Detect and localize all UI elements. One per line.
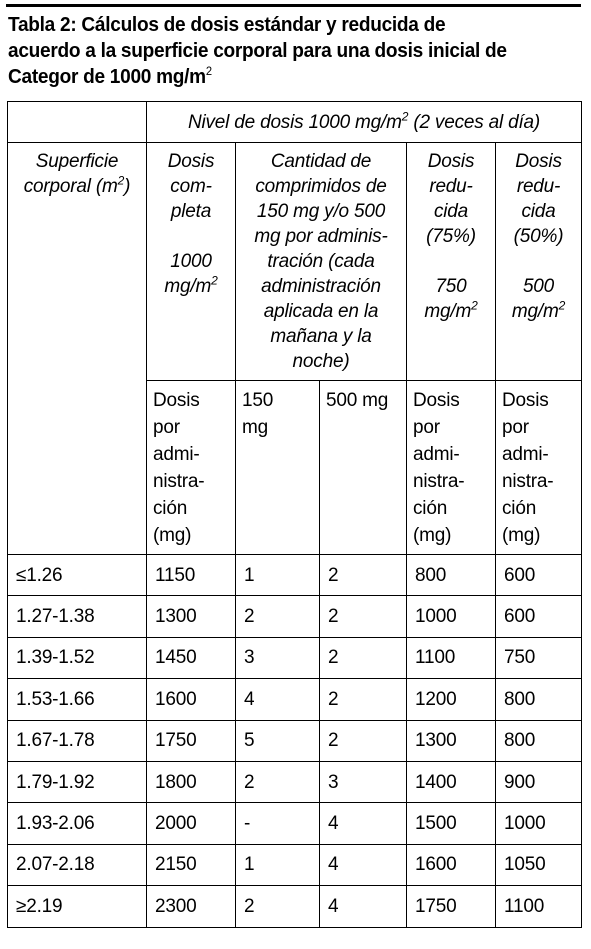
title-line-3: Categor de 1000 $mg/m^2$ — [8, 64, 212, 88]
bsa-cell: 1.39-1.52 — [8, 637, 147, 678]
bsa-cell: 1.53-1.66 — [8, 679, 147, 720]
bsa-header: Superficie corporal $(m^2)$ — [8, 143, 147, 555]
reduced-50-cell: 900 — [496, 761, 582, 802]
bsa-cell: ≤1.26 — [8, 555, 147, 596]
tab-150-cell: 1 — [236, 555, 320, 596]
reduced-75-subheader: Dosis por admi- nistra- ción (mg) — [407, 381, 496, 555]
tab-150-cell: 3 — [236, 637, 320, 678]
table-row — [8, 803, 582, 844]
reduced-75-cell: 1000 — [407, 596, 496, 637]
reduced-75-cell: 1500 — [407, 803, 496, 844]
tablets-header: Cantidad de comprimidos de 150 mg y/o 500 mg por adminis-tración (cada administración aplicada en la mañana y la noche) — [236, 143, 407, 381]
bsa-cell: 1.67-1.78 — [8, 720, 147, 761]
tab-500-cell: 2 — [320, 596, 407, 637]
tab-500-cell: 2 — [320, 637, 407, 678]
reduced-50-cell: 600 — [496, 555, 582, 596]
reduced-50-header: Dosis redu- cida (50%) 500 $mg/m^2$ — [496, 143, 582, 381]
top-rule — [6, 4, 581, 7]
full-dose-cell: 2300 — [147, 886, 236, 927]
full-dose-cell: 2150 — [147, 844, 236, 885]
reduced-75-cell: 1100 — [407, 637, 496, 678]
dose-level-header: Nivel de dosis 1000 $mg/m^2$ (2 veces al día) — [147, 102, 582, 143]
tab-500-cell: 4 — [320, 844, 407, 885]
reduced-75-cell: 1200 — [407, 679, 496, 720]
bsa-cell: 1.79-1.92 — [8, 761, 147, 802]
tab-150-cell: 4 — [236, 679, 320, 720]
table-row — [8, 844, 582, 885]
full-dose-cell: 1450 — [147, 637, 236, 678]
tab-500-cell: 3 — [320, 761, 407, 802]
tab-150-cell: 1 — [236, 844, 320, 885]
table-row — [8, 555, 582, 596]
reduced-50-cell: 600 — [496, 596, 582, 637]
tab-150-subheader: 150 mg — [236, 381, 320, 555]
reduced-50-cell: 800 — [496, 679, 582, 720]
full-dose-cell: 2000 — [147, 803, 236, 844]
tab-500-cell: 4 — [320, 803, 407, 844]
full-dose-cell: 1600 — [147, 679, 236, 720]
reduced-50-cell: 1000 — [496, 803, 582, 844]
reduced-50-subheader: Dosis por admi- nistra- ción (mg) — [496, 381, 582, 555]
tab-150-cell: 2 — [236, 761, 320, 802]
reduced-50-cell: 750 — [496, 637, 582, 678]
table-row — [8, 679, 582, 720]
full-dose-cell: 1150 — [147, 555, 236, 596]
full-dose-cell: 1800 — [147, 761, 236, 802]
bsa-cell: 2.07-2.18 — [8, 844, 147, 885]
tab-150-cell: 2 — [236, 886, 320, 927]
reduced-75-cell: 1750 — [407, 886, 496, 927]
reduced-75-cell: 1600 — [407, 844, 496, 885]
table-row — [8, 720, 582, 761]
reduced-75-cell: 1400 — [407, 761, 496, 802]
tab-500-cell: 4 — [320, 886, 407, 927]
reduced-75-cell: 1300 — [407, 720, 496, 761]
table-title — [8, 12, 543, 90]
dose-table — [7, 101, 582, 928]
tab-150-cell: 5 — [236, 720, 320, 761]
tab-500-cell: 2 — [320, 679, 407, 720]
tab-500-cell: 2 — [320, 555, 407, 596]
bsa-cell: 1.93-2.06 — [8, 803, 147, 844]
bsa-cell: ≥2.19 — [8, 886, 147, 927]
bsa-cell: 1.27-1.38 — [8, 596, 147, 637]
reduced-50-cell: 1050 — [496, 844, 582, 885]
full-dose-header: Dosis com- pleta 1000 $mg/m^2$ — [147, 143, 236, 381]
title-line-1: Tabla 2: Cálculos de dosis estándar y reducida de — [8, 13, 446, 36]
reduced-50-cell: 1100 — [496, 886, 582, 927]
full-dose-cell: 1300 — [147, 596, 236, 637]
tab-500-cell: 2 — [320, 720, 407, 761]
header-row-group — [8, 102, 582, 143]
header-row-columns — [8, 143, 582, 381]
reduced-50-cell: 800 — [496, 720, 582, 761]
reduced-75-header: Dosis redu- cida (75%) 750 $mg/m^2$ — [407, 143, 496, 381]
table-row — [8, 886, 582, 927]
title-line-2: acuerdo a la superficie corporal para una dosis inicial de — [8, 39, 507, 62]
tab-150-cell: - — [236, 803, 320, 844]
reduced-75-cell: 800 — [407, 555, 496, 596]
tab-500-subheader: 500 mg — [320, 381, 407, 555]
table-row — [8, 596, 582, 637]
header-corner-cell — [8, 102, 147, 143]
table-row — [8, 761, 582, 802]
full-dose-cell: 1750 — [147, 720, 236, 761]
tab-150-cell: 2 — [236, 596, 320, 637]
table-row — [8, 637, 582, 678]
full-dose-subheader: Dosis por admi- nistra- ción (mg) — [147, 381, 236, 555]
